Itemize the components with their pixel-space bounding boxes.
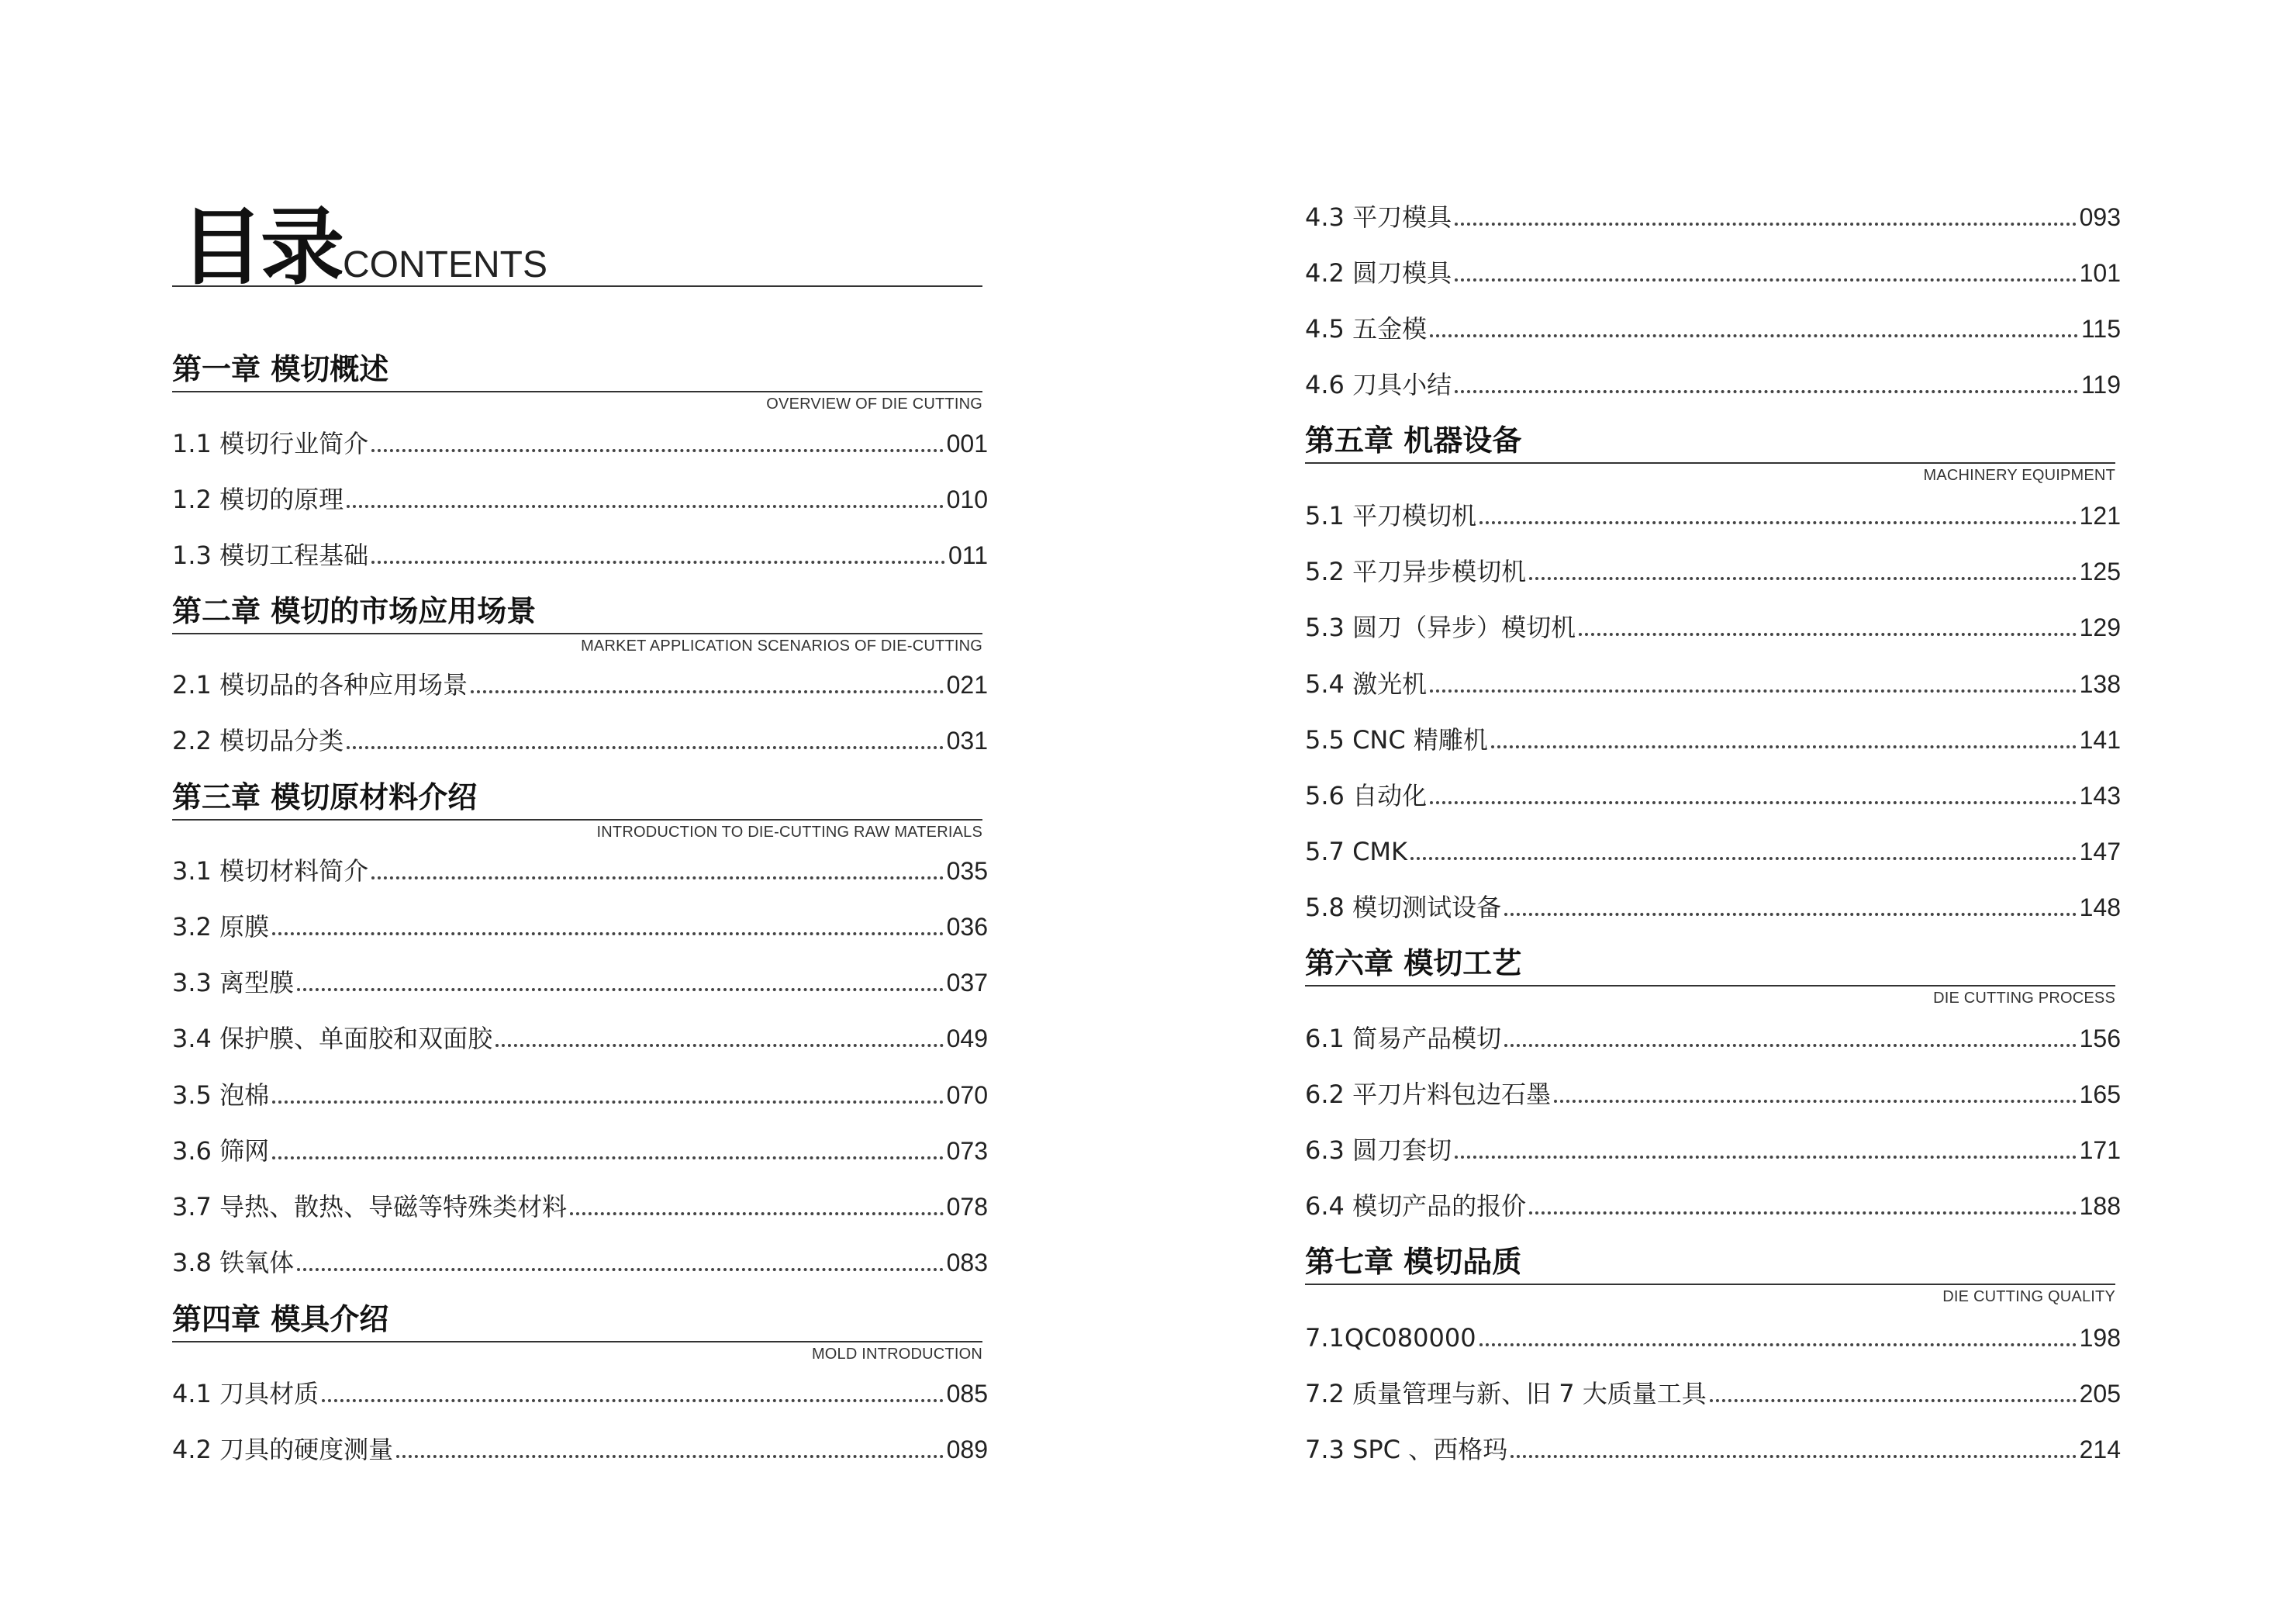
- chapter-title: 第二章 模切的市场应用场景: [172, 594, 537, 628]
- chapter-subtitle: DIE CUTTING QUALITY: [1942, 1288, 2115, 1305]
- toc-entry-4-1[interactable]: [172, 1374, 988, 1408]
- entry-page-number: 031: [946, 726, 988, 755]
- entry-page-number: 147: [2079, 837, 2121, 866]
- toc-entry-2-1[interactable]: [172, 665, 988, 700]
- entry-page-number: 148: [2079, 893, 2121, 921]
- toc-entry-6-2[interactable]: [1305, 1075, 2121, 1109]
- toc-entry-5-7[interactable]: [1305, 832, 2121, 866]
- chapter-4-heading: [172, 1301, 982, 1369]
- entry-label: 3.4 保护膜、单面胶和双面胶: [172, 1023, 493, 1053]
- chapter-rule: [172, 633, 982, 634]
- entry-page-number: 001: [946, 429, 988, 458]
- toc-entry-3-6[interactable]: [172, 1132, 988, 1166]
- entry-page-number: 037: [946, 968, 988, 997]
- toc-entry-7-2[interactable]: [1305, 1374, 2121, 1408]
- dot-leader: [1504, 1044, 2077, 1047]
- dot-leader: [1455, 1156, 2077, 1159]
- entry-page-number: 171: [2079, 1135, 2121, 1164]
- chapter-title: 第三章 模切原材料介绍: [172, 780, 478, 814]
- chapter-rule: [172, 391, 982, 392]
- entry-page-number: 070: [946, 1080, 988, 1109]
- dot-leader: [347, 746, 944, 749]
- entry-page-number: 073: [946, 1136, 988, 1165]
- chapter-title: 第四章 模具介绍: [172, 1302, 389, 1336]
- toc-entry-5-4[interactable]: [1305, 665, 2121, 699]
- dot-leader: [1511, 1455, 2076, 1458]
- dot-leader: [471, 690, 944, 693]
- entry-page-number: 115: [2080, 314, 2121, 343]
- entry-page-number: 035: [946, 856, 988, 885]
- toc-entry-3-1[interactable]: [172, 852, 988, 886]
- chapter-7-heading: [1305, 1243, 2115, 1311]
- dot-leader: [396, 1455, 944, 1458]
- entry-page-number: 036: [946, 912, 988, 941]
- dot-leader: [1410, 857, 2077, 860]
- entry-label: 3.1 模切材料简介: [172, 855, 369, 886]
- dot-leader: [570, 1212, 944, 1215]
- dot-leader: [371, 561, 945, 564]
- chapter-subtitle: MOLD INTRODUCTION: [811, 1346, 982, 1363]
- entry-label: 4.5 五金模: [1305, 313, 1428, 344]
- entry-page-number: 010: [946, 485, 988, 513]
- entry-label: 5.7 CMK: [1305, 836, 1407, 866]
- entry-page-number: 205: [2079, 1379, 2121, 1408]
- toc-entry-5-1[interactable]: [1305, 496, 2121, 530]
- entry-page-number: 021: [946, 670, 988, 699]
- chapter-title: 第六章 模切工艺: [1305, 946, 1522, 980]
- entry-page-number: 129: [2079, 613, 2121, 641]
- entry-label: 4.3 平刀模具: [1305, 202, 1452, 232]
- toc-entry-4-5[interactable]: [1305, 309, 2121, 344]
- chapter-rule: [172, 1341, 982, 1342]
- dot-leader: [347, 505, 944, 508]
- toc-entry-3-3[interactable]: [172, 963, 988, 997]
- entry-page-number: 156: [2079, 1024, 2121, 1052]
- dot-leader: [322, 1399, 944, 1402]
- toc-entry-5-2[interactable]: [1305, 552, 2121, 586]
- dot-leader: [297, 1268, 944, 1271]
- entry-label: 5.8 模切测试设备: [1305, 892, 1502, 922]
- dot-leader: [297, 988, 944, 991]
- chapter-title: 第五章 机器设备: [1305, 423, 1522, 458]
- toc-entry-1-2[interactable]: [172, 480, 988, 514]
- chapter-title: 第一章 模切概述: [172, 352, 389, 386]
- dot-leader: [272, 932, 944, 935]
- chapter-rule: [1305, 462, 2115, 464]
- entry-label: 7.1QC080000: [1305, 1322, 1476, 1353]
- toc-entry-5-6[interactable]: [1305, 776, 2121, 810]
- dot-leader: [1710, 1399, 2077, 1402]
- chapter-6-heading: [1305, 945, 2115, 1013]
- entry-label: 3.2 原膜: [172, 911, 270, 942]
- dot-leader: [371, 876, 944, 879]
- entry-page-number: 198: [2079, 1323, 2121, 1352]
- entry-label: 5.5 CNC 精雕机: [1305, 724, 1488, 755]
- chapter-subtitle: MARKET APPLICATION SCENARIOS OF DIE-CUTTING: [581, 638, 982, 655]
- dot-leader: [1430, 689, 2077, 693]
- entry-page-number: 011: [948, 541, 988, 569]
- contents-title-block: [172, 194, 982, 296]
- entry-label: 5.2 平刀异步模切机: [1305, 556, 1527, 586]
- entry-page-number: 078: [946, 1192, 988, 1221]
- entry-label: 1.2 模切的原理: [172, 484, 344, 514]
- entry-label: 3.5 泡棉: [172, 1080, 270, 1110]
- chapter-rule: [172, 819, 982, 821]
- entry-label: 4.2 圆刀模具: [1305, 257, 1452, 288]
- entry-label: 1.1 模切行业简介: [172, 428, 369, 458]
- dot-leader: [1455, 390, 2078, 393]
- chapter-subtitle: DIE CUTTING PROCESS: [1933, 990, 2115, 1007]
- entry-label: 3.3 离型膜: [172, 967, 295, 997]
- entry-page-number: 101: [2079, 258, 2121, 287]
- chapter-subtitle: INTRODUCTION TO DIE-CUTTING RAW MATERIALS: [596, 824, 982, 841]
- entry-page-number: 121: [2079, 501, 2121, 530]
- toc-entry-4-6[interactable]: [1305, 365, 2121, 399]
- toc-entry-6-3[interactable]: [1305, 1131, 2121, 1165]
- entry-page-number: 085: [946, 1379, 988, 1408]
- entry-page-number: 093: [2079, 202, 2121, 231]
- toc-entry-4-3[interactable]: [1305, 198, 2121, 232]
- entry-label: 3.6 筛网: [172, 1135, 270, 1166]
- dot-leader: [1504, 913, 2077, 916]
- entry-label: 4.6 刀具小结: [1305, 369, 1452, 399]
- dot-leader: [1455, 278, 2077, 282]
- toc-entry-4-2[interactable]: [172, 1430, 988, 1464]
- dot-leader: [1479, 1343, 2077, 1346]
- entry-page-number: 125: [2079, 557, 2121, 586]
- dot-leader: [1529, 1211, 2077, 1215]
- chapter-3-heading: [172, 779, 982, 847]
- entry-label: 6.2 平刀片料包边石墨: [1305, 1079, 1552, 1109]
- entry-label: 5.1 平刀模切机: [1305, 500, 1477, 530]
- chapter-rule: [1305, 985, 2115, 986]
- toc-entry-1-3[interactable]: [172, 536, 988, 570]
- toc-entry-6-4[interactable]: [1305, 1187, 2121, 1221]
- toc-entry-1-1[interactable]: [172, 424, 988, 458]
- toc-entry-5-8[interactable]: [1305, 888, 2121, 922]
- entry-label: 6.3 圆刀套切: [1305, 1135, 1452, 1165]
- dot-leader: [1430, 801, 2077, 804]
- toc-entry-3-8[interactable]: [172, 1243, 988, 1277]
- toc-entry-5-3[interactable]: [1305, 608, 2121, 642]
- entry-label: 2.1 模切品的各种应用场景: [172, 669, 468, 700]
- toc-entry-7-3[interactable]: [1305, 1430, 2121, 1464]
- dot-leader: [272, 1156, 944, 1159]
- entry-label: 4.1 刀具材质: [172, 1378, 319, 1408]
- entry-page-number: 141: [2079, 725, 2121, 754]
- toc-entry-7-1[interactable]: [1305, 1318, 2121, 1353]
- entry-page-number: 188: [2079, 1191, 2121, 1220]
- toc-entry-6-1[interactable]: [1305, 1019, 2121, 1053]
- entry-label: 5.6 自动化: [1305, 780, 1428, 810]
- chapter-5-heading: [1305, 422, 2115, 490]
- entry-page-number: 138: [2079, 669, 2121, 698]
- entry-page-number: 214: [2079, 1435, 2121, 1463]
- entry-label: 6.1 简易产品模切: [1305, 1023, 1502, 1053]
- toc-entry-4-2-round[interactable]: [1305, 254, 2121, 288]
- entry-label: 7.3 SPC 、西格玛: [1305, 1434, 1508, 1464]
- toc-entry-3-7[interactable]: [172, 1187, 988, 1221]
- entry-label: 3.8 铁氧体: [172, 1247, 295, 1277]
- entry-label: 2.2 模切品分类: [172, 725, 344, 755]
- entry-page-number: 049: [946, 1024, 988, 1052]
- title-english: CONTENTS: [343, 244, 547, 285]
- toc-entry-5-5[interactable]: [1305, 720, 2121, 755]
- dot-leader: [1491, 745, 2077, 748]
- entry-page-number: 143: [2079, 781, 2121, 810]
- title-chinese: 目录: [180, 199, 342, 296]
- dot-leader: [371, 449, 944, 452]
- chapter-1-heading: [172, 351, 982, 419]
- chapter-rule: [1305, 1284, 2115, 1285]
- entry-label: 1.3 模切工程基础: [172, 540, 369, 570]
- dot-leader: [1579, 633, 2077, 636]
- toc-entry-3-5[interactable]: [172, 1076, 988, 1110]
- entry-label: 5.4 激光机: [1305, 669, 1428, 699]
- entry-page-number: 165: [2079, 1080, 2121, 1108]
- chapter-subtitle: MACHINERY EQUIPMENT: [1923, 467, 2115, 484]
- chapter-2-heading: [172, 593, 982, 661]
- dot-leader: [1430, 334, 2078, 337]
- chapter-title: 第七章 模切品质: [1305, 1245, 1522, 1279]
- entry-page-number: 083: [946, 1248, 988, 1277]
- entry-label: 7.2 质量管理与新、旧 7 大质量工具: [1305, 1378, 1707, 1408]
- dot-leader: [1529, 577, 2077, 580]
- dot-leader: [1554, 1100, 2077, 1103]
- entry-page-number: 089: [946, 1435, 988, 1463]
- toc-entry-3-4[interactable]: [172, 1019, 988, 1053]
- toc-entry-3-2[interactable]: [172, 907, 988, 942]
- toc-entry-2-2[interactable]: [172, 721, 988, 755]
- entry-label: 4.2 刀具的硬度测量: [172, 1434, 394, 1464]
- dot-leader: [495, 1044, 944, 1047]
- entry-label: 6.4 模切产品的报价: [1305, 1190, 1527, 1221]
- dot-leader: [1455, 223, 2077, 226]
- dot-leader: [1479, 521, 2077, 524]
- dot-leader: [272, 1101, 944, 1104]
- entry-page-number: 119: [2080, 370, 2121, 399]
- entry-label: 3.7 导热、散热、导磁等特殊类材料: [172, 1191, 568, 1221]
- chapter-subtitle: OVERVIEW OF DIE CUTTING: [766, 396, 982, 413]
- entry-label: 5.3 圆刀（异步）模切机: [1305, 612, 1576, 642]
